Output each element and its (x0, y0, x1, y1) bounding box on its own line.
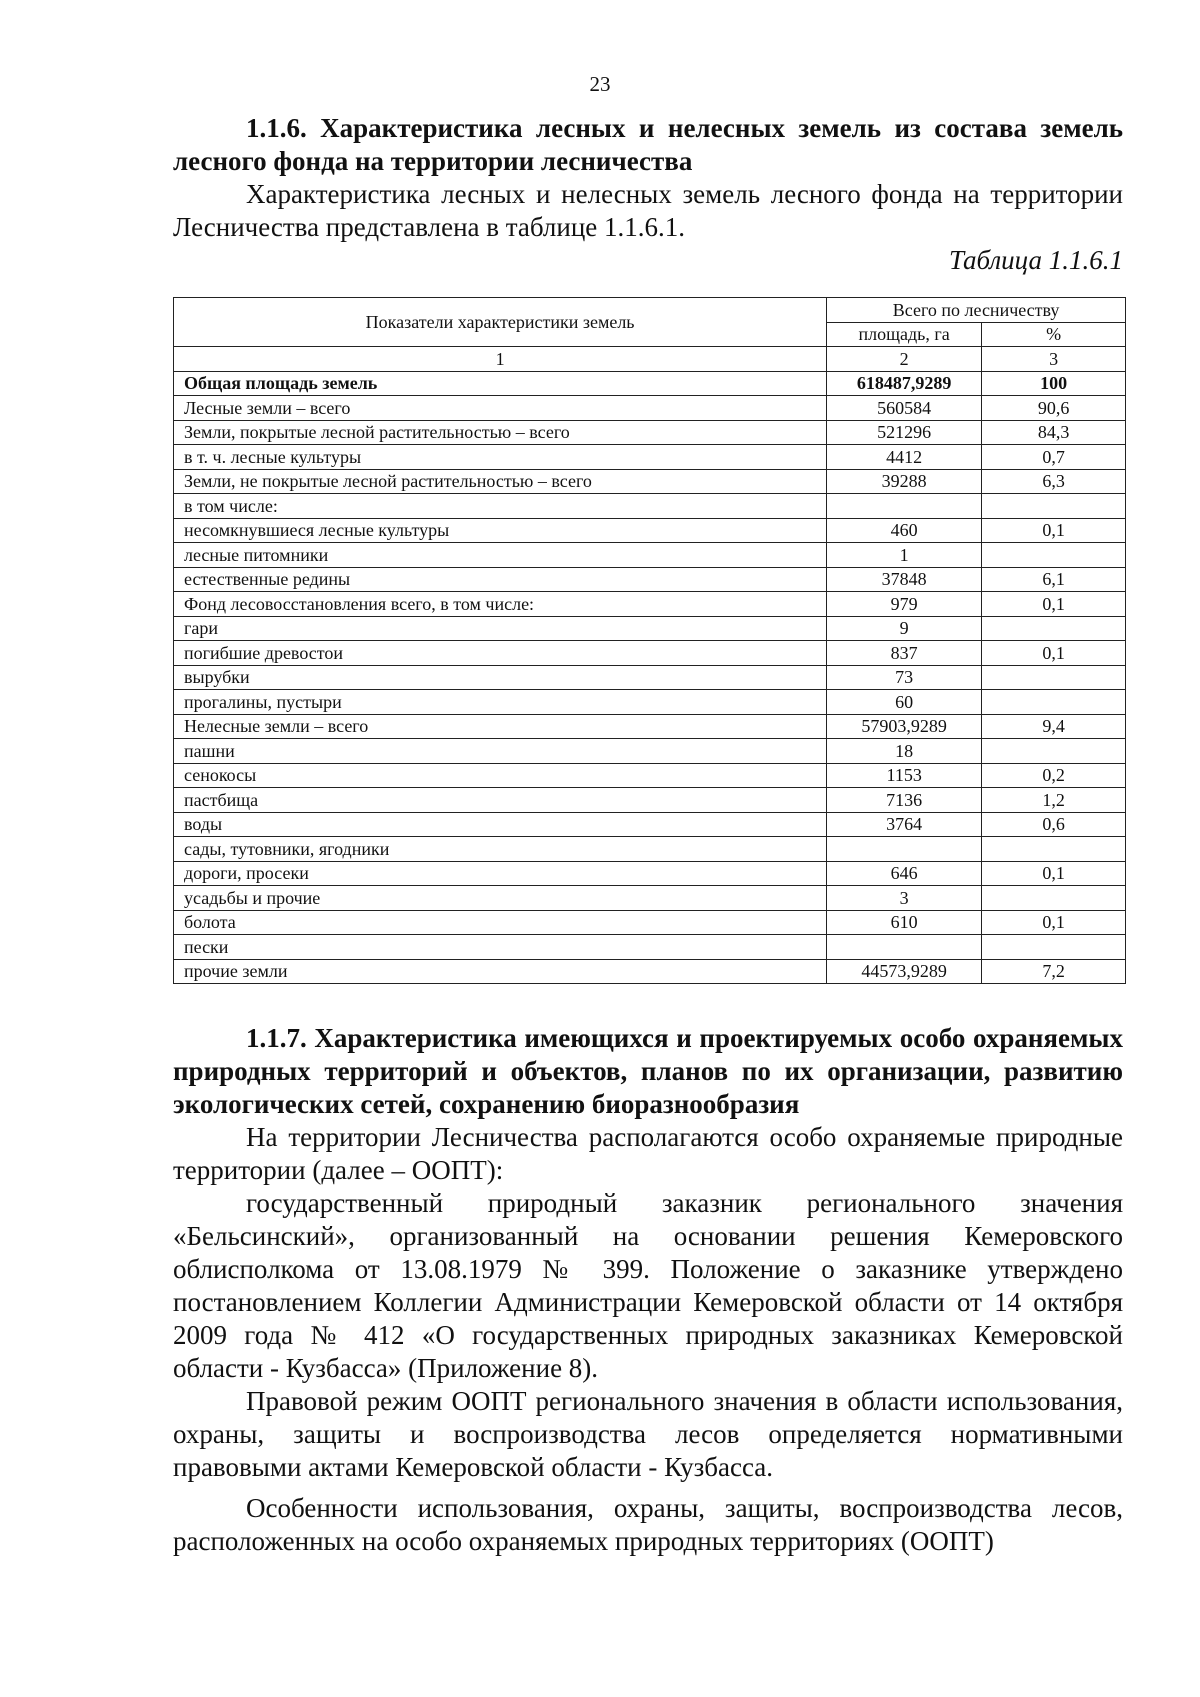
cell-indicator: болота (174, 910, 827, 935)
land-characteristics-table (173, 297, 1126, 984)
cell-percent: 0,2 (982, 763, 1126, 788)
table-row (174, 739, 1126, 764)
cell-percent: 6,1 (982, 567, 1126, 592)
body-paragraph: На территории Лесничества располагаются особо охраняемые природные территории (далее – ООПТ): (173, 1122, 1123, 1185)
cell-percent (982, 837, 1126, 862)
table-row (174, 910, 1126, 935)
table-row (174, 396, 1126, 421)
cell-area (827, 837, 982, 862)
cell-indicator: погибшие древостои (174, 641, 827, 666)
cell-percent: 84,3 (982, 420, 1126, 445)
cell-area: 44573,9289 (827, 959, 982, 984)
cell-percent (982, 616, 1126, 641)
table-row (174, 837, 1126, 862)
table-row (174, 861, 1126, 886)
header-col-number-2: 2 (827, 347, 982, 372)
intro-paragraph: Характеристика лесных и нелесных земель лесного фонда на территории Лесничества представлена в таблице 1.1.6.1. (173, 179, 1123, 242)
header-area: площадь, га (827, 322, 982, 347)
cell-indicator: Фонд лесовосстановления всего, в том числе: (174, 592, 827, 617)
cell-indicator: прогалины, пустыри (174, 690, 827, 715)
header-total: Всего по лесничеству (827, 298, 1126, 323)
cell-area: 7136 (827, 788, 982, 813)
header-col-number-3: 3 (982, 347, 1126, 372)
cell-area: 1153 (827, 763, 982, 788)
page-number: 23 (589, 72, 611, 96)
body-paragraph: Особенности использования, охраны, защиты, воспроизводства лесов, расположенных на особо охраняемых природных территориях (ООПТ) (173, 1493, 1123, 1556)
cell-indicator: усадьбы и прочие (174, 886, 827, 911)
page-content (173, 112, 1123, 1558)
cell-indicator: воды (174, 812, 827, 837)
cell-indicator: Лесные земли – всего (174, 396, 827, 421)
cell-percent: 0,1 (982, 910, 1126, 935)
cell-indicator: Земли, не покрытые лесной растительностью – всего (174, 469, 827, 494)
cell-area: 60 (827, 690, 982, 715)
table-row (174, 371, 1126, 396)
cell-area: 460 (827, 518, 982, 543)
header-indicator: Показатели характеристики земель (174, 298, 827, 347)
table-row (174, 494, 1126, 519)
cell-area: 3 (827, 886, 982, 911)
cell-percent: 1,2 (982, 788, 1126, 813)
cell-percent: 0,1 (982, 861, 1126, 886)
table-row (174, 420, 1126, 445)
table-row (174, 616, 1126, 641)
cell-indicator: пески (174, 935, 827, 960)
section-heading-1-1-7: 1.1.7. Характеристика имеющихся и проектируемых особо охраняемых природных территорий и объектов, планов по их организации, развитию экологических сетей, сохранению биоразнообразия (173, 1023, 1123, 1119)
table-row (174, 592, 1126, 617)
cell-area: 4412 (827, 445, 982, 470)
cell-area: 610 (827, 910, 982, 935)
cell-percent (982, 543, 1126, 568)
cell-indicator: в том числе: (174, 494, 827, 519)
cell-area: 57903,9289 (827, 714, 982, 739)
header-col-number-1: 1 (174, 347, 827, 372)
table-row (174, 935, 1126, 960)
cell-indicator: пашни (174, 739, 827, 764)
cell-indicator: несомкнувшиеся лесные культуры (174, 518, 827, 543)
cell-area: 618487,9289 (827, 371, 982, 396)
cell-percent: 90,6 (982, 396, 1126, 421)
cell-area: 37848 (827, 567, 982, 592)
cell-percent: 0,1 (982, 641, 1126, 666)
cell-indicator: лесные питомники (174, 543, 827, 568)
cell-indicator: в т. ч. лесные культуры (174, 445, 827, 470)
cell-area: 18 (827, 739, 982, 764)
cell-percent (982, 739, 1126, 764)
cell-indicator: естественные редины (174, 567, 827, 592)
table-row (174, 543, 1126, 568)
cell-area: 3764 (827, 812, 982, 837)
body-paragraph: государственный природный заказник регионального значения «Бельсинский», организованный на основании решения Кемеровского облисполкома от 13.08.1979 № 399. Положение о заказнике утверждено постановлением Коллегии Администрации Кемеровской области от 14 октября 2009 года № 412 «О государственных природных заказниках Кемеровской области - Кузбасса» (Приложение 8). (173, 1188, 1123, 1383)
cell-area: 646 (827, 861, 982, 886)
table-row (174, 518, 1126, 543)
cell-indicator: прочие земли (174, 959, 827, 984)
cell-area: 39288 (827, 469, 982, 494)
table-row (174, 812, 1126, 837)
cell-area (827, 494, 982, 519)
cell-area: 560584 (827, 396, 982, 421)
cell-percent: 100 (982, 371, 1126, 396)
cell-area: 73 (827, 665, 982, 690)
body-paragraph: Правовой режим ООПТ регионального значения в области использования, охраны, защиты и воспроизводства лесов определяется нормативными правовыми актами Кемеровской области - Кузбасса. (173, 1386, 1123, 1482)
cell-area: 9 (827, 616, 982, 641)
table-row (174, 959, 1126, 984)
table-row (174, 886, 1126, 911)
table-caption: Таблица 1.1.6.1 (948, 245, 1123, 275)
table-row (174, 665, 1126, 690)
cell-percent: 0,7 (982, 445, 1126, 470)
cell-percent (982, 690, 1126, 715)
table-row (174, 445, 1126, 470)
cell-percent: 0,6 (982, 812, 1126, 837)
cell-area: 837 (827, 641, 982, 666)
cell-indicator: пастбища (174, 788, 827, 813)
cell-area: 521296 (827, 420, 982, 445)
table-row (174, 690, 1126, 715)
table-body (174, 371, 1126, 984)
cell-indicator: дороги, просеки (174, 861, 827, 886)
header-percent: % (982, 322, 1126, 347)
cell-percent (982, 935, 1126, 960)
cell-percent: 0,1 (982, 592, 1126, 617)
cell-percent (982, 494, 1126, 519)
cell-percent: 0,1 (982, 518, 1126, 543)
cell-indicator: Нелесные земли – всего (174, 714, 827, 739)
cell-percent: 7,2 (982, 959, 1126, 984)
cell-percent (982, 886, 1126, 911)
cell-percent (982, 665, 1126, 690)
cell-indicator: Земли, покрытые лесной растительностью – всего (174, 420, 827, 445)
cell-percent: 9,4 (982, 714, 1126, 739)
cell-area: 1 (827, 543, 982, 568)
cell-area (827, 935, 982, 960)
table-row (174, 763, 1126, 788)
table-row (174, 788, 1126, 813)
table-row (174, 641, 1126, 666)
cell-area: 979 (827, 592, 982, 617)
table-row (174, 714, 1126, 739)
section-heading-1-1-6: 1.1.6. Характеристика лесных и нелесных земель из состава земель лесного фонда на территории лесничества (173, 113, 1123, 176)
cell-indicator: Общая площадь земель (174, 371, 827, 396)
table-row (174, 469, 1126, 494)
cell-indicator: вырубки (174, 665, 827, 690)
table-row (174, 567, 1126, 592)
cell-indicator: гари (174, 616, 827, 641)
cell-percent: 6,3 (982, 469, 1126, 494)
cell-indicator: сады, тутовники, ягодники (174, 837, 827, 862)
cell-indicator: сенокосы (174, 763, 827, 788)
